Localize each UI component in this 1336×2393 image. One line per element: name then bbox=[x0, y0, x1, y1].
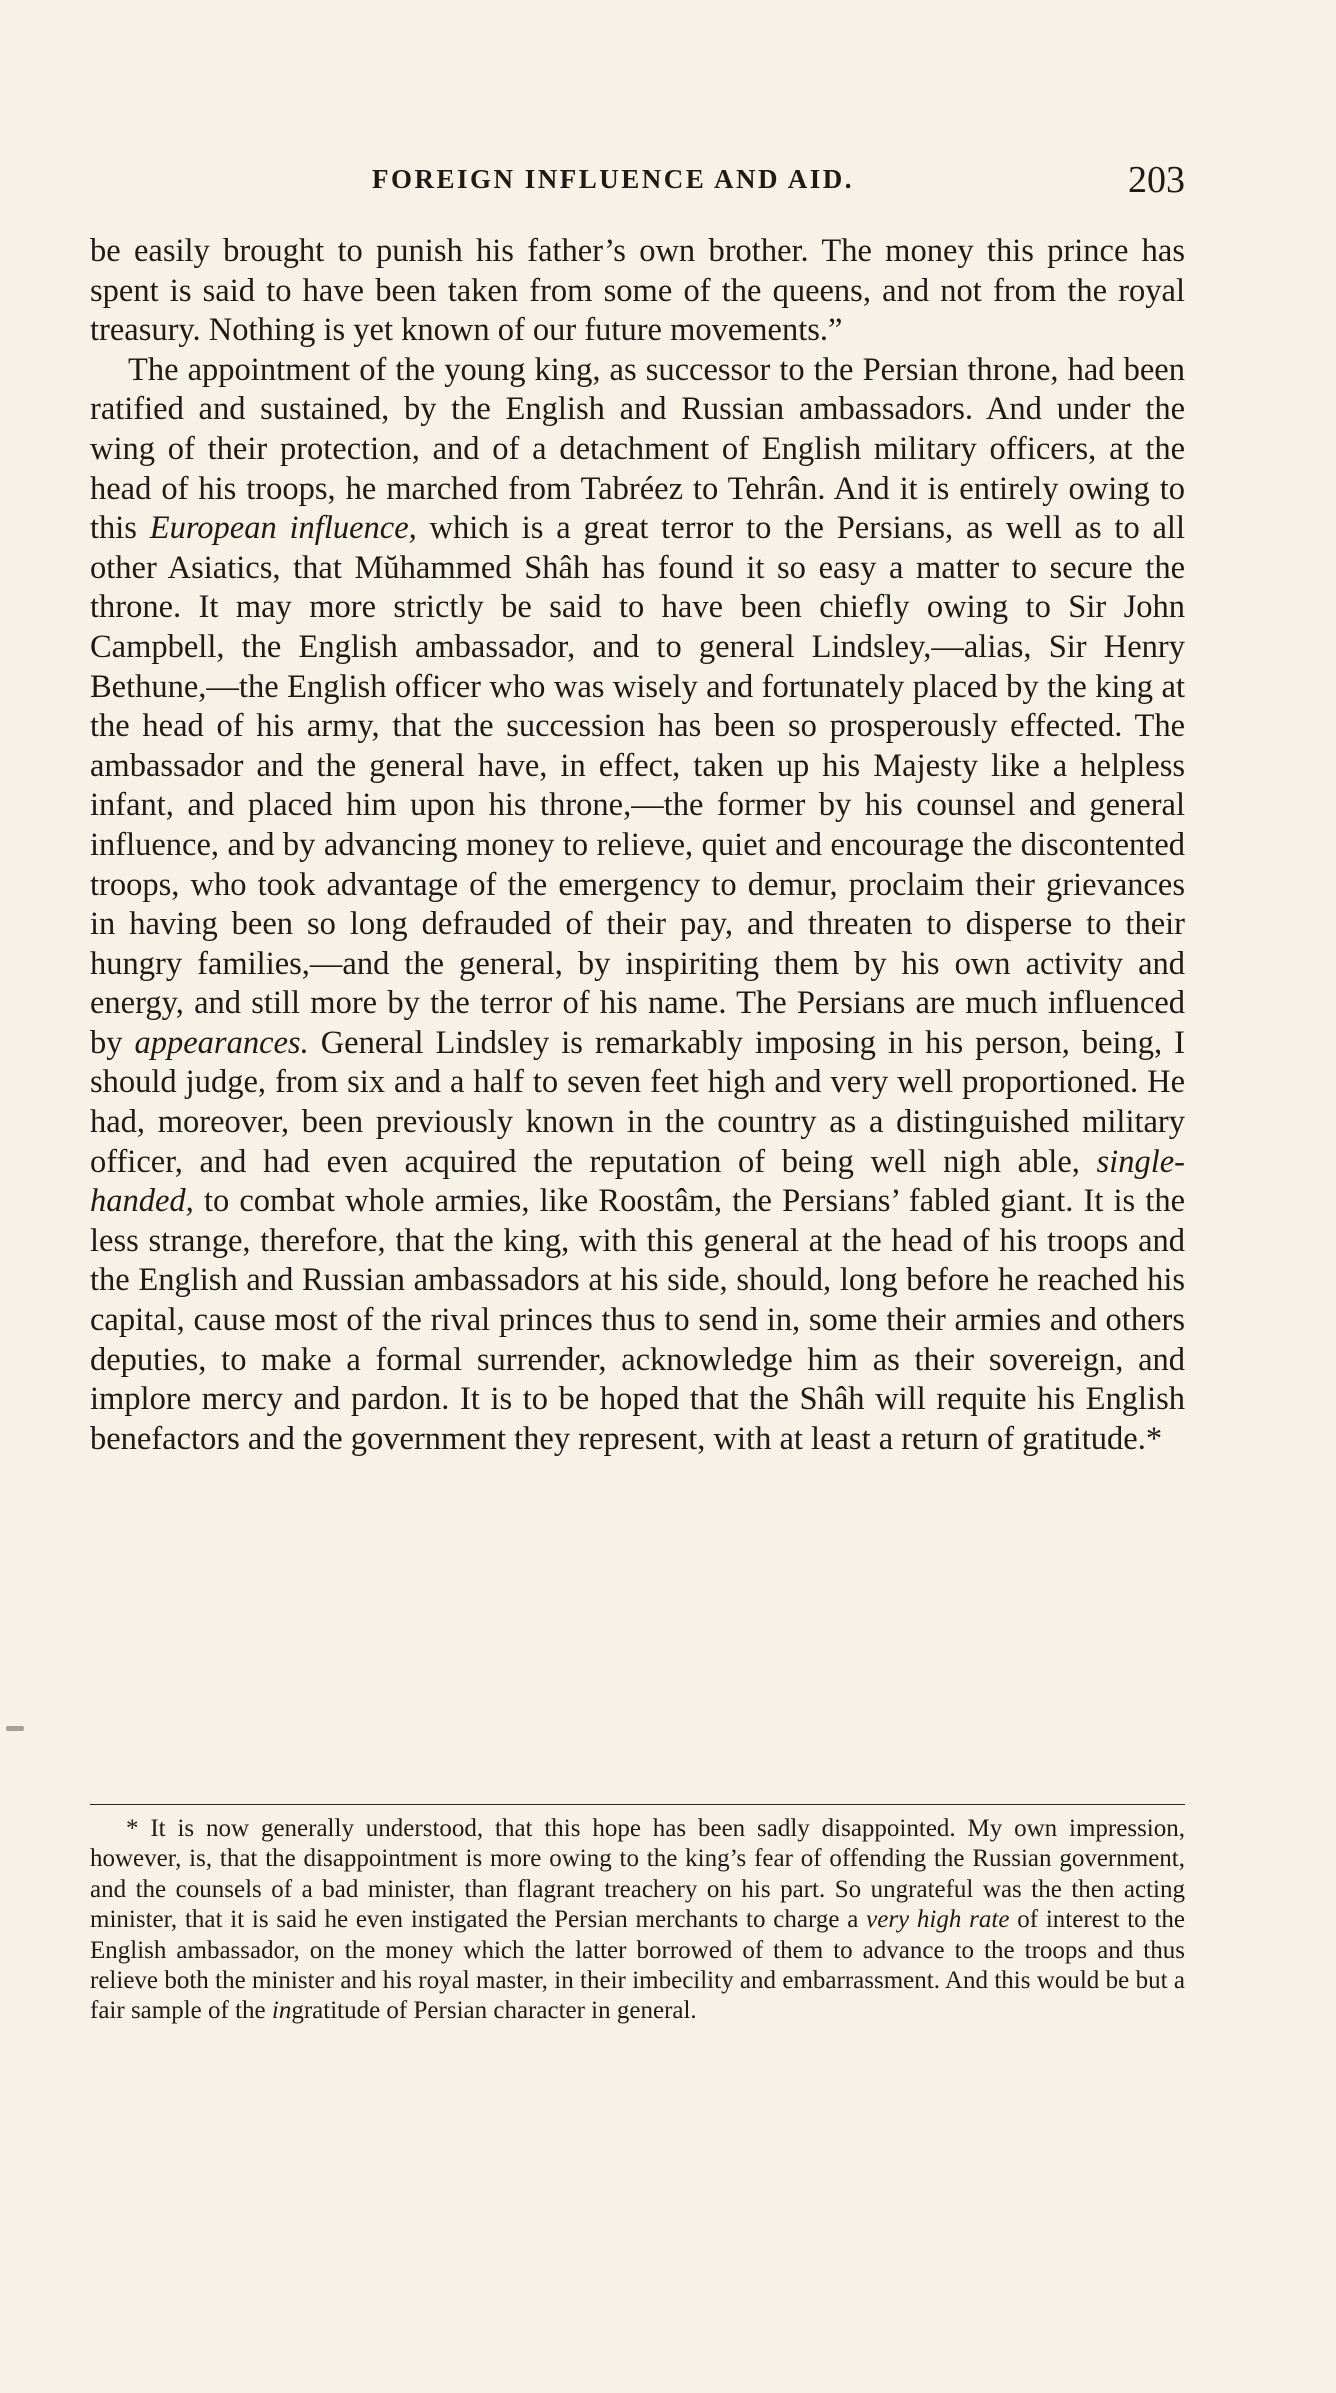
text-run: * It is now generally understood, that this hope has been sadly disappointed. My own impression, however, is, that the disappointment is more owing to the king’s fear of offending the Russian government, and the counsels of a bad minister, than flagrant treachery on his part. So ungrateful was the then acting minister, that it is said he even instigated the Persian merchants to charge a bbox=[90, 1815, 1185, 1934]
emphasis-single-handed: single-handed, bbox=[90, 1143, 1185, 1220]
footnote-paragraph bbox=[90, 1814, 1185, 2027]
text-run: which is a great terror to the Persians, as well as to all other Asiatics, that Mŭhammed Shâh has found it so easy a matter to secure the throne. It may more strictly be said to have been chiefly owing to Sir John Campbell, the English ambassador, and to general Lindsley,—alias, Sir Henry Bethune,—the English officer who was wisely and fortunately placed by the king at the head of his army, that the succession has been so prosperously effected. The ambassador and the general have, in effect, taken up his Majesty like a helpless infant, and placed him upon his throne,—the former by his counsel and general influence, and by advancing money to relieve, quiet and encourage the discontented troops, who took advantage of the emergency to demur, proclaim their grievances in having been so long defrauded of their pay, and threaten to disperse to their hungry families,—and the general, by inspiriting them by his own activity and energy, and still more by the terror of his name. The Persians are much influenced by bbox=[90, 510, 1185, 1061]
paragraph-appointment bbox=[90, 351, 1185, 1460]
footnote bbox=[90, 1814, 1185, 2027]
page-number: 203 bbox=[1128, 159, 1185, 201]
paragraph-continued: be easily brought to punish his father’s own brother. The money this prince has spent is said to have been taken from some of the queens, and not from the royal treasury. Nothing is yet known of our future movements.” bbox=[90, 233, 1185, 349]
margin-mark bbox=[6, 1726, 24, 1731]
text-run: General Lindsley is remarkably imposing in his person, being, I should judge, from six and a half to seven feet high and very well proportioned. He had, moreover, been previously known in the country as a distinguished military officer, and had even acquired the reputation of being well nigh able, bbox=[90, 1024, 1186, 1180]
text-run: to combat whole armies, like Roostâm, the Persians’ fabled giant. It is the less strange, therefore, that the king, with this general at the head of his troops and the English and Russian ambassadors at his side, should, long before he reached his capital, cause most of the rival princes thus to send in, some their armies and others deputies, to make a formal surrender, acknowledge him as their sovereign, and implore mercy and pardon. It is to be hoped that the Shâh will requite his English benefactors and the government they represent, with at least a return of gratitude.* bbox=[90, 1183, 1185, 1457]
emphasis-european-influence: European influence, bbox=[149, 510, 417, 547]
emphasis-in: in bbox=[271, 1997, 292, 2025]
text-run: gratitude of Persian character in general. bbox=[291, 1997, 697, 2025]
body-text bbox=[90, 232, 1185, 1459]
emphasis-very-high-rate: very high rate bbox=[866, 1906, 1010, 1934]
text-run: The appointment of the young king, as successor to the Persian throne, had been ratified and sustained, by the English and Russian ambassadors. And under the wing of their protection, and of a detachment of English military officers, at the head of his troops, he marched from Tabréez to Tehrân. And it is entirely owing to this bbox=[90, 351, 1185, 547]
emphasis-appearances: appearances. bbox=[134, 1024, 309, 1061]
running-title: FOREIGN INFLUENCE AND AID. bbox=[372, 164, 855, 194]
footnote-rule bbox=[90, 1804, 1185, 1805]
page-header bbox=[90, 158, 1185, 206]
text-run: of interest to the English ambassador, on the money which the latter borrowed of them to advance to the troops and thus relieve both the minister and his royal master, in their imbecility and embarrassment. And this would be but a fair sample of the bbox=[90, 1906, 1185, 2025]
